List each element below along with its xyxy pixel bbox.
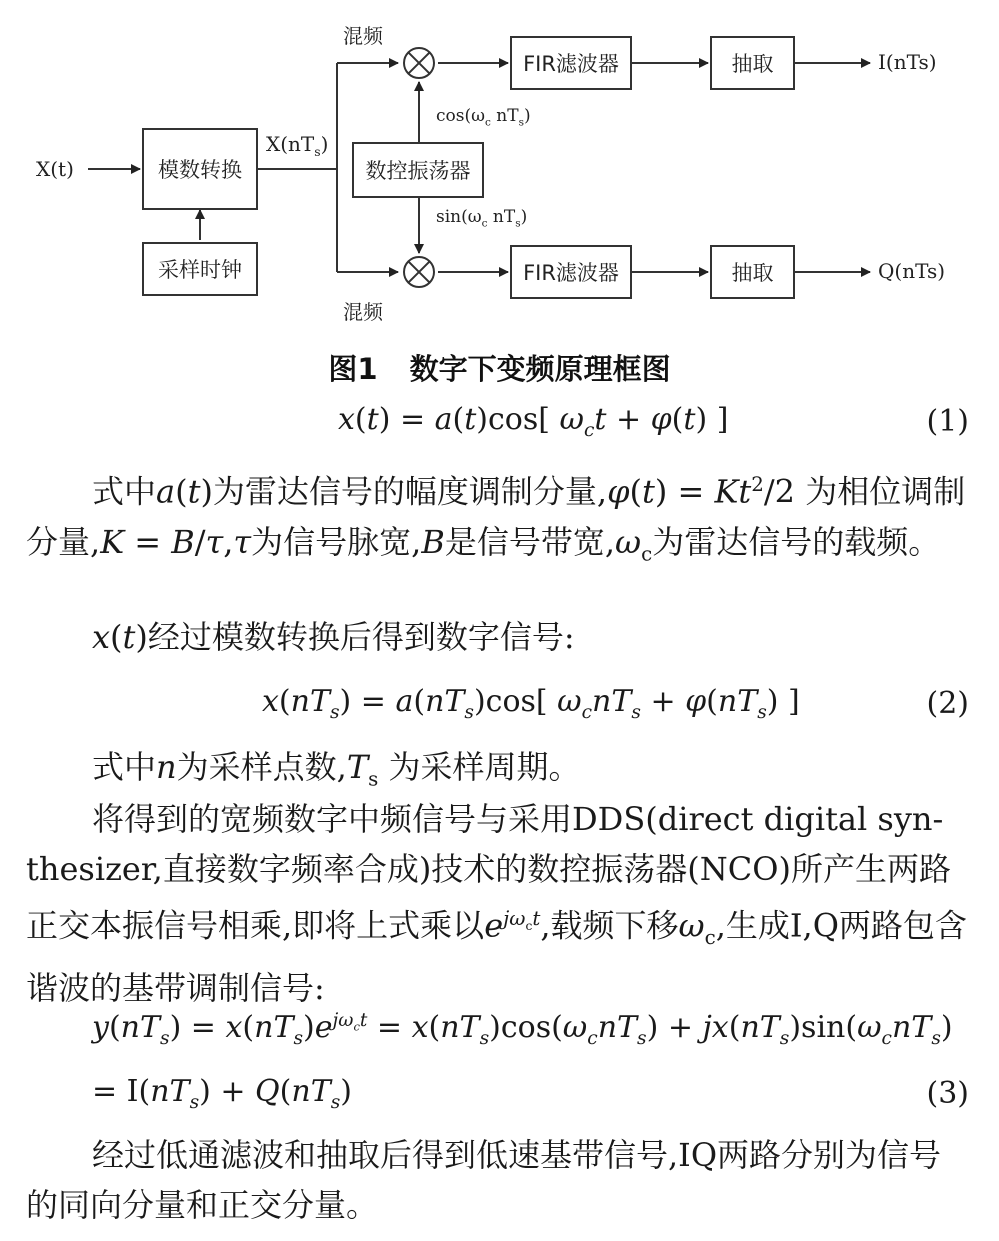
equation-3-line-1: $y(nT_s) = x(nT_s)e^{j\omega_ct} = x(nT_s)\cos(\omega_cnT_s) + jx(nT_s)\sin(\omega_cnT_s)$ bbox=[92, 1010, 953, 1049]
sample-clock-block bbox=[142, 242, 258, 296]
out-i-label: I(nTs) bbox=[878, 50, 937, 74]
figure-title: 数字下变频原理框图 bbox=[409, 352, 671, 386]
equation-1: x(t) = a(t)cos[ $\omega_ct + \varphi(t)$ ] bbox=[338, 402, 729, 441]
sin-label: $\sin(\omega_c$ $nT_s$) bbox=[436, 207, 528, 230]
fir-top-block bbox=[510, 36, 632, 90]
sample-clock-label: 采样时钟 bbox=[158, 258, 242, 282]
paragraph-5: 经过低通滤波和抽取后得到低速基带信号,IQ两路分别为信号的同向分量和正交分量。 bbox=[26, 1136, 942, 1224]
fir-top-label: FIR滤波器 bbox=[523, 52, 619, 76]
decim-top-label: 抽取 bbox=[731, 52, 774, 76]
adc-label: 模数转换 bbox=[158, 158, 242, 182]
paragraph-1: 式中a(t)为雷达信号的幅度调制分量$,\varphi(t) = Kt^2/2$ 为相位调制分量,K = B/τ,τ为信号脉宽,B是信号带宽$,\omega_c$为雷达信号的载频。 bbox=[26, 472, 966, 566]
nco-label: 数控振荡器 bbox=[365, 159, 471, 183]
equation-3-line-2: = $I(nT_s) + Q(nT_s)$ bbox=[92, 1074, 352, 1113]
out-q-label: Q(nTs) bbox=[878, 259, 946, 283]
block-diagram bbox=[0, 0, 999, 340]
paragraph-4: 将得到的宽频数字中频信号与采用DDS(direct digital syn-thesizer,直接数字频率合成)技术的数控振荡器(NCO)所产生两路正交本振信号相乘,即将上式乘以$e^{j\omega_ct}$,载频下移$\omega_c$,生成I,Q两路包含谐波的基带调制信号: bbox=[26, 800, 967, 1008]
decim-top-block bbox=[710, 36, 795, 90]
decim-bottom-block bbox=[710, 245, 795, 299]
input-label: X(t) bbox=[36, 157, 74, 181]
fir-bottom-block bbox=[510, 245, 632, 299]
figure-number: 图1 bbox=[328, 352, 378, 386]
adc-output-label: $X(nT_s)$ bbox=[266, 132, 329, 159]
equation-2: $x(nT_s) = a(nT_s)\cos$[ $\omega_cnT_s + \varphi(nT_s)$ ] bbox=[262, 684, 800, 723]
paragraph-2: x(t)经过模数转换后得到数字信号: bbox=[92, 618, 575, 656]
adc-block bbox=[142, 128, 258, 210]
cos-label: $\cos(\omega_c$ $nT_s$) bbox=[436, 106, 531, 129]
fir-bottom-label: FIR滤波器 bbox=[523, 261, 619, 285]
nco-block bbox=[352, 142, 484, 198]
equation-3-number: (3) bbox=[926, 1076, 969, 1111]
circled-times-icon bbox=[402, 46, 436, 80]
equation-2-number: (2) bbox=[926, 686, 969, 721]
paragraph-3: 式中n为采样点数$,T_s$ 为采样周期。 bbox=[92, 748, 581, 791]
decim-bottom-label: 抽取 bbox=[731, 261, 774, 285]
circled-times-icon bbox=[402, 255, 436, 289]
mix-bottom-label: 混频 bbox=[343, 300, 383, 324]
mix-top-label: 混频 bbox=[343, 24, 383, 48]
equation-1-number: (1) bbox=[926, 404, 969, 439]
figure-caption bbox=[0, 347, 999, 388]
